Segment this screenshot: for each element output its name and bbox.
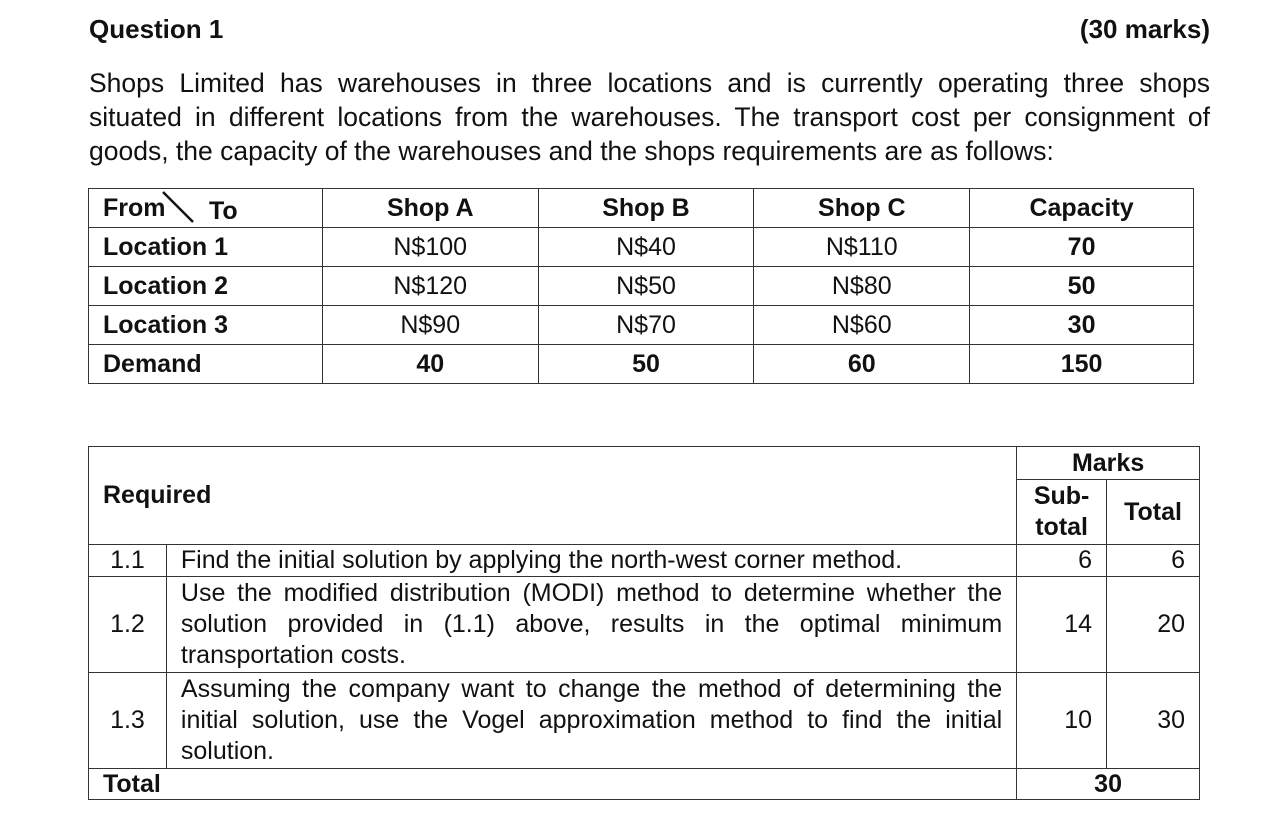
header-shop-a: Shop A (322, 189, 538, 228)
table-row (89, 267, 1194, 306)
total-capacity-cell: 150 (970, 345, 1194, 384)
total-row-value: 30 (1017, 769, 1200, 800)
item-total: 6 (1107, 545, 1200, 577)
to-label: To (209, 197, 238, 225)
table-row (89, 577, 1200, 673)
subtotal-label-line-2: total (1035, 513, 1089, 541)
capacity-cell: 50 (970, 267, 1194, 306)
cost-cell: N$90 (322, 306, 538, 345)
demand-cell: 50 (538, 345, 754, 384)
item-subtotal: 14 (1017, 577, 1107, 673)
cost-cell: N$50 (538, 267, 754, 306)
item-total: 30 (1107, 673, 1200, 769)
cost-cell: N$80 (754, 267, 970, 306)
item-text: Assuming the company want to change the method of determining the initial solution, use the Vogel approximation method to find the initial solution. (166, 673, 1016, 769)
capacity-cell: 30 (970, 306, 1194, 345)
table-row (89, 673, 1200, 769)
total-header: Total (1107, 480, 1200, 545)
item-total: 20 (1107, 577, 1200, 673)
subtotal-header (1017, 480, 1107, 545)
cost-cell: N$110 (754, 228, 970, 267)
from-label: From (103, 193, 166, 222)
question-marks: (30 marks) (1079, 14, 1210, 44)
header-capacity: Capacity (970, 189, 1194, 228)
row-label: Location 3 (89, 306, 323, 345)
total-row-label: Total (89, 769, 1017, 800)
marks-label: Marks (1017, 447, 1200, 480)
demand-cell: 60 (754, 345, 970, 384)
table-row (89, 306, 1194, 345)
item-number: 1.2 (89, 577, 167, 673)
item-text: Use the modified distribution (MODI) method to determine whether the solution provided in (1.1) above, results in the optimal minimum transportation costs. (166, 577, 1016, 673)
required-label: Required (89, 447, 1017, 545)
capacity-cell: 70 (970, 228, 1194, 267)
item-number: 1.1 (89, 545, 167, 577)
item-subtotal: 10 (1017, 673, 1107, 769)
header-shop-c: Shop C (754, 189, 970, 228)
row-label: Location 1 (89, 228, 323, 267)
table-header-row (89, 189, 1194, 228)
cost-cell: N$100 (322, 228, 538, 267)
row-label: Location 2 (89, 267, 323, 306)
item-subtotal: 6 (1017, 545, 1107, 577)
marks-header-row (89, 447, 1200, 480)
intro-paragraph: Shops Limited has warehouses in three locations and is currently operating three shops situated in different locations from the warehouses. The transport cost per consignment of goods, the capacity of the warehouses and the shops requirements are as follows: (89, 68, 1210, 166)
subtotal-label-line-1: Sub- (1033, 482, 1090, 510)
item-number: 1.3 (89, 673, 167, 769)
total-row (89, 769, 1200, 800)
row-label: Demand (89, 345, 323, 384)
diagonal-divider-icon (159, 190, 199, 226)
cost-cell: N$120 (322, 267, 538, 306)
header-shop-b: Shop B (538, 189, 754, 228)
table-row (89, 228, 1194, 267)
item-text: Find the initial solution by applying the north-west corner method. (166, 545, 1016, 577)
cost-cell: N$70 (538, 306, 754, 345)
demand-cell: 40 (322, 345, 538, 384)
demand-row (89, 345, 1194, 384)
cost-cell: N$40 (538, 228, 754, 267)
required-table (88, 446, 1200, 800)
transport-cost-table (88, 188, 1194, 384)
question-title: Question 1 (89, 14, 224, 44)
table-row (89, 545, 1200, 577)
from-to-corner-cell (89, 189, 323, 228)
cost-cell: N$60 (754, 306, 970, 345)
